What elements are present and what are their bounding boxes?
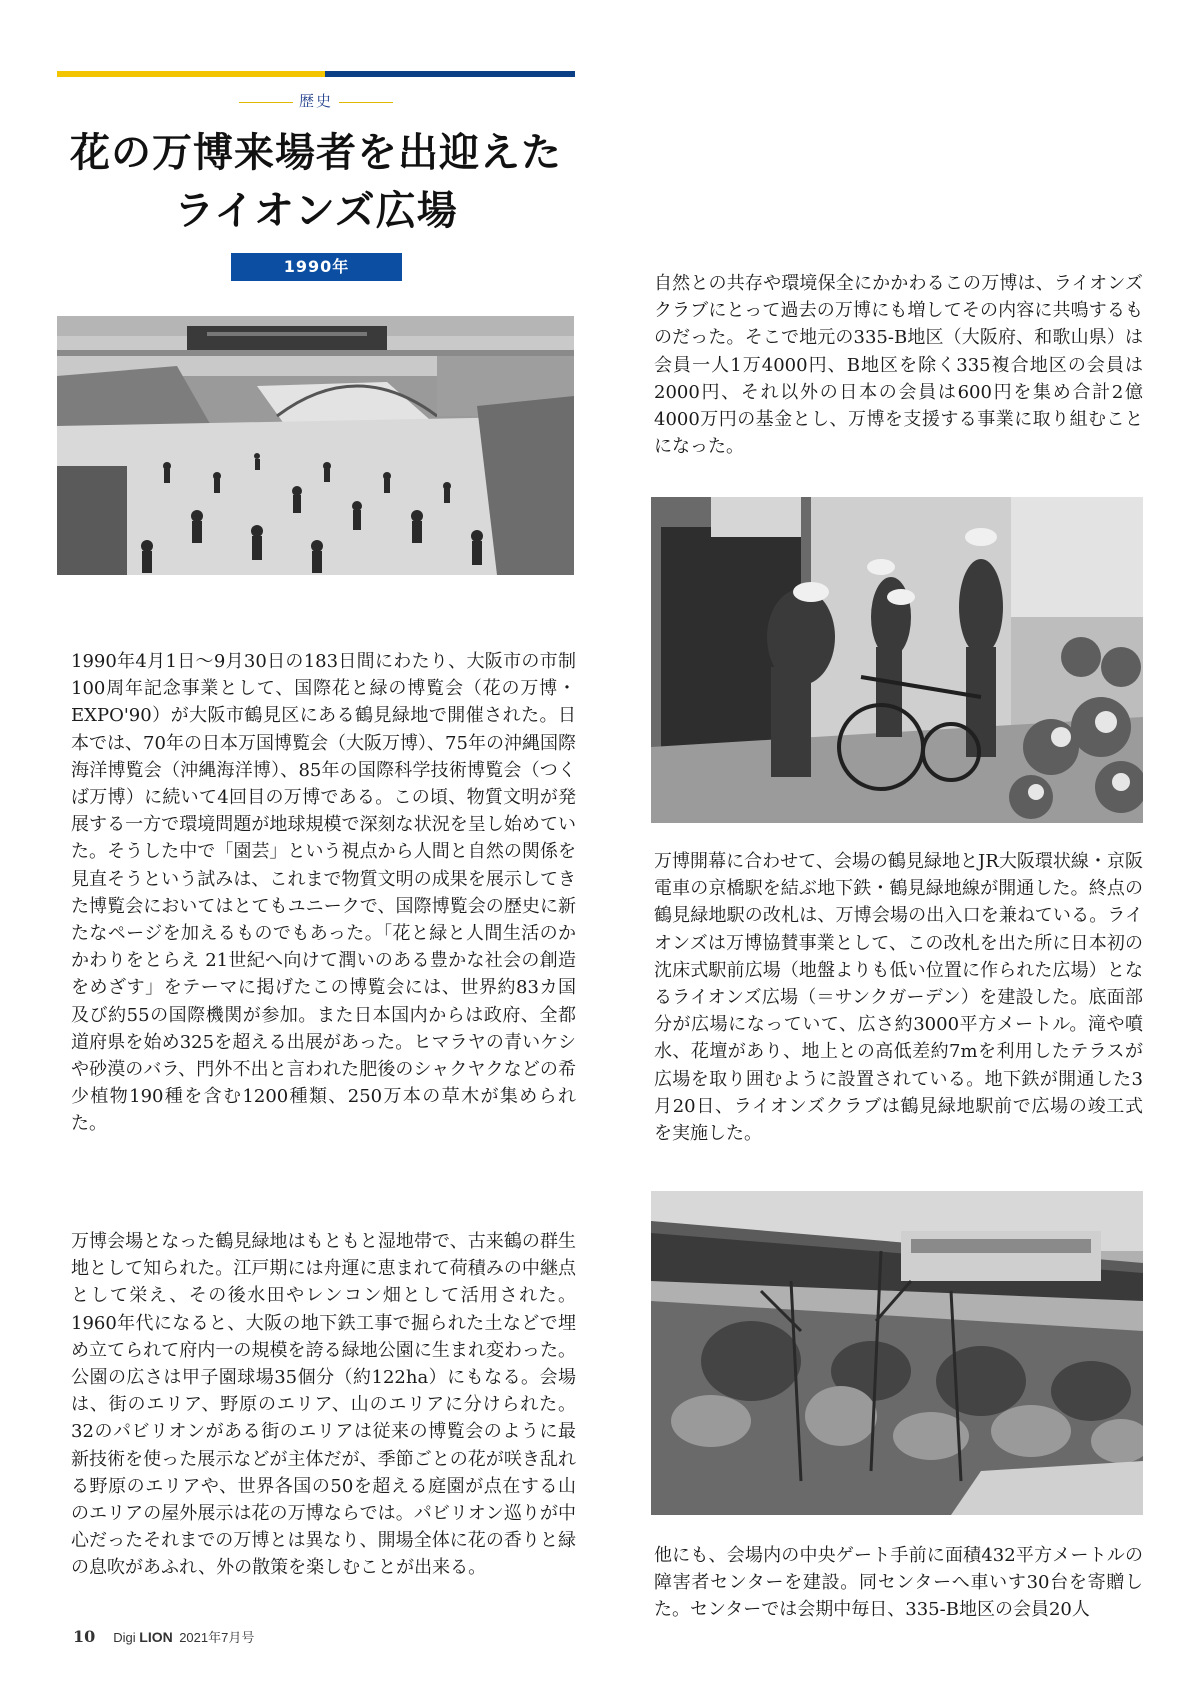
section-rule-right xyxy=(339,102,393,103)
title-line-1: 花の万博来場者を出迎えた xyxy=(70,129,562,176)
section-label-text: 歴史 xyxy=(298,92,333,110)
header-bar-blue xyxy=(325,71,575,77)
section-label xyxy=(57,90,575,111)
wheelchair-photo xyxy=(651,497,1143,823)
plaza-photo-image xyxy=(57,316,574,575)
page-number: 10 xyxy=(73,1627,96,1646)
magazine-title: LION xyxy=(139,1629,173,1645)
magazine-prefix: Digi xyxy=(113,1630,136,1645)
garden-photo xyxy=(651,1191,1143,1515)
article-title xyxy=(57,124,575,240)
right-paragraph-2: 万博開幕に合わせて、会場の鶴見緑地とJR大阪環状線・京阪電車の京橋駅を結ぶ地下鉄・鶴見緑地線が開通した。終点の鶴見緑地駅の改札は、万博会場の出入口を兼ねている。ライオンズは万博協賛事業として、この改札を出た所に日本初の沈床式駅前広場（地盤よりも低い位置に作られた広場）となるライオンズ広場（＝サンクガーデン）を建設した。底面部分が広場になっていて、広さ約3000平方メートル。滝や噴水、花壇があり、地上との高低差約7mを利用したテラスが広場を取り囲むように設置されている。地下鉄が開通した3月20日、ライオンズクラブは鶴見緑地駅前で広場の竣工式を実施した。 xyxy=(654,851,1143,1145)
plaza-photo xyxy=(57,316,574,575)
title-line-2: ライオンズ広場 xyxy=(174,187,458,234)
year-badge: 1990年 xyxy=(231,253,402,281)
section-rule-left xyxy=(239,102,293,103)
left-paragraph-2: 万博会場となった鶴見緑地はもともと湿地帯で、古来鶴の群生地として知られた。江戸期には舟運に恵まれて荷積みの中継点として栄え、その後水田やレンコン畑として活用された。1960年代になると、大阪の地下鉄工事で掘られた土などで埋め立てられて府内一の規模を誇る緑地公園に生まれ変わった。公園の広さは甲子園球場35個分（約122ha）にもなる。会場は、街のエリア、野原のエリア、山のエリアに分けられた。32のパビリオンがある街のエリアは従来の博覧会のように最新技術を使った展示などが主体だが、季節ごとの花が咲き乱れる野原のエリアや、世界各国の50を超える庭園が点在する山のエリアの屋外展示は花の万博ならでは。パビリオン巡りが中心だったそれまでの万博とは異なり、開場全体に花の香りと緑の息吹があふれ、外の散策を楽しむことが出来る。 xyxy=(71,1231,576,1579)
header-color-bar xyxy=(57,71,575,77)
right-paragraph-3: 他にも、会場内の中央ゲート手前に面積432平方メートルの障害者センターを建設。同センターへ車いす30台を寄贈した。センターでは会期中毎日、335-B地区の会員20人 xyxy=(654,1545,1143,1621)
page-footer xyxy=(73,1627,254,1647)
magazine-name xyxy=(113,1630,172,1645)
header-bar-yellow xyxy=(57,71,325,77)
garden-photo-image xyxy=(651,1191,1143,1515)
wheelchair-photo-image xyxy=(651,497,1143,823)
right-paragraph-1: 自然との共存や環境保全にかかわるこの万博は、ライオンズクラブにとって過去の万博にも増してその内容に共鳴するものだった。そこで地元の335-B地区（大阪府、和歌山県）は会員一人1万4000円、B地区を除く335複合地区の会員は2000円、それ以外の日本の会員は600円を集め合計2億4000万円の基金とし、万博を支援する事業に取り組むことになった。 xyxy=(654,273,1143,458)
left-paragraph-1: 1990年4月1日～9月30日の183日間にわたり、大阪市の市制100周年記念事業として、国際花と緑の博覧会（花の万博・EXPO'90）が大阪市鶴見区にある鶴見緑地で開催された。日本では、70年の日本万国博覧会（大阪万博）、75年の沖縄国際海洋博覧会（沖縄海洋博）、85年の国際科学技術博覧会（つくば万博）に続いて4回目の万博である。この頃、物質文明が発展する一方で環境問題が地球規模で深刻な状況を呈し始めていた。そうした中で「園芸」という視点から人間と自然の関係を見直そうという試みは、これまで物質文明の成果を展示してきた博覧会においてはとてもユニークで、国際博覧会の歴史に新たなページを加えるものでもあった。「花と緑と人間生活のかかわりをとらえ 21世紀へ向けて潤いのある豊かな社会の創造をめざす」をテーマに掲げたこの博覧会には、世界約83カ国及び約55の国際機関が参加。また日本国内からは政府、全都道府県を始め325を超える出展があった。ヒマラヤの青いケシや砂漠のバラ、門外不出と言われた肥後のシャクヤクなどの希少植物190種を含む1200種類、250万本の草木が集められた。 xyxy=(71,651,576,1135)
issue-date: 2021年7月号 xyxy=(179,1630,255,1645)
